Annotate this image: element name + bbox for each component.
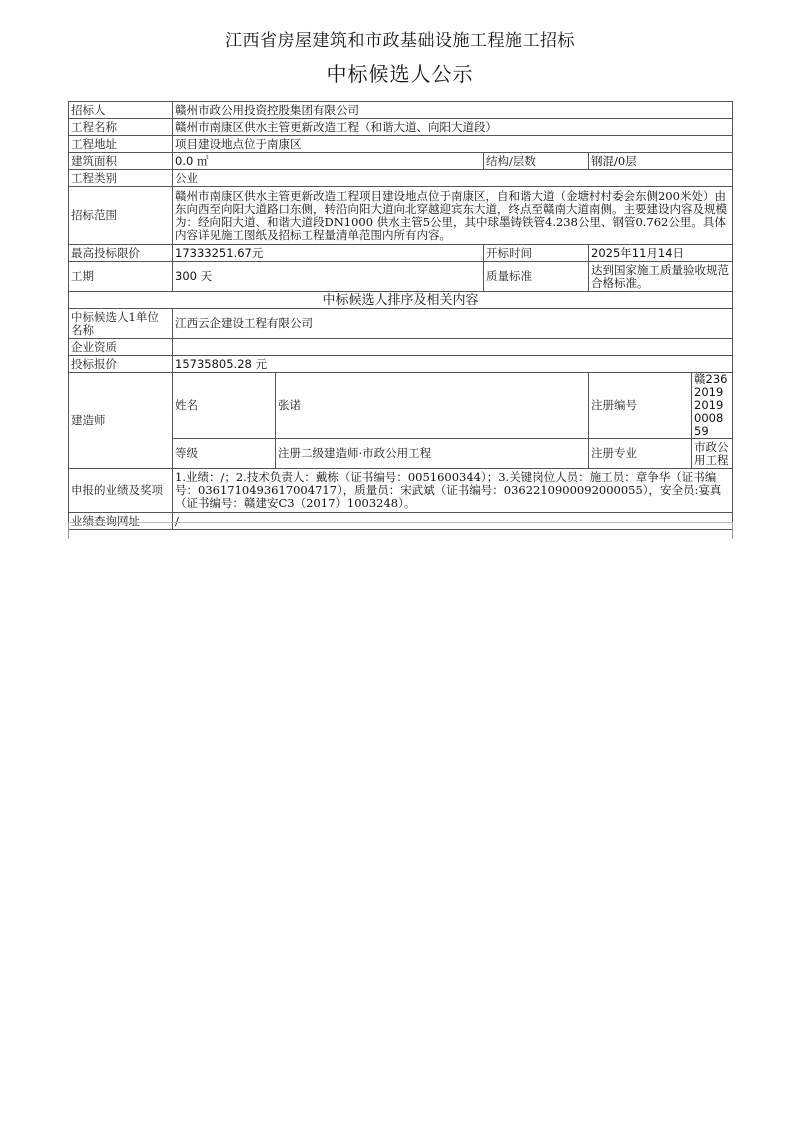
max-price-label: 最高投标限价 [69,245,173,262]
row-scope [69,187,733,245]
document-title: 江西省房屋建筑和市政基础设施工程施工招标 [225,31,575,51]
address-label: 工程地址 [69,136,173,153]
row-bid-price [69,356,733,373]
tenderer-value: 赣州市政公用投资控股集团有限公司 [173,102,733,119]
row-achievements [69,469,733,513]
category-label: 工程类别 [69,170,173,187]
query-url-value: / [173,513,733,530]
duration-label: 工期 [69,262,173,292]
tenderer-label: 招标人 [69,102,173,119]
builder-specialty-label: 注册专业 [589,439,692,469]
area-value: 0.0 ㎡ [173,153,484,170]
row-qualification [69,339,733,356]
notice-table [68,101,733,530]
bid-price-value: 15735805.28 元 [173,356,733,373]
candidate-unit-value: 江西云企建设工程有限公司 [173,309,733,339]
builder-reg-no-label: 注册编号 [589,373,692,439]
scope-value: 赣州市南康区供水主管更新改造工程项目建设地点位于南康区，自和谐大道（金塘村村委会东侧200米处）由东向西至向阳大道路口东侧，转沿向阳大道向北穿越迎宾东大道，终点至赣南大道南侧。主要建设内容及规模为：经向阳大道、和谐大道段DN1000 供水主管5公里，其中球墨铸铁管4.238公里、钢管0.762公里。具体内容详见施工图纸及招标工程量清单范围内所有内容。 [173,187,733,245]
row-duration [69,262,733,292]
area-label: 建筑面积 [69,153,173,170]
section-heading: 中标候选人排序及相关内容 [69,292,733,309]
row-address [69,136,733,153]
scope-label: 招标范围 [69,187,173,245]
row-tenderer [69,102,733,119]
builder-level-label: 等级 [173,439,276,469]
duration-value: 300 天 [173,262,484,292]
row-max-price [69,245,733,262]
row-category [69,170,733,187]
open-time-label: 开标时间 [484,245,589,262]
builder-specialty-value: 市政公用工程 [692,439,733,469]
query-url-label: 业绩查询网址 [69,513,173,530]
address-value: 项目建设地点位于南康区 [173,136,733,153]
row-section-heading [69,292,733,309]
max-price-value: 17333251.67元 [173,245,484,262]
document-subtitle: 中标候选人公示 [326,62,474,86]
open-time-value: 2025年11月14日 [589,245,733,262]
quality-value: 达到国家施工质量验收规范合格标准。 [589,262,733,292]
row-builder-name [69,373,733,439]
row-candidate-unit [69,309,733,339]
candidate-unit-label: 中标候选人1单位名称 [69,309,173,339]
builder-reg-no-value: 赣23620192019000859 [692,373,733,439]
builder-label: 建造师 [69,373,173,469]
category-value: 公业 [173,170,733,187]
project-name-label: 工程名称 [69,119,173,136]
bid-price-label: 投标报价 [69,356,173,373]
quality-label: 质量标准 [484,262,589,292]
qualification-label: 企业资质 [69,339,173,356]
project-name-value: 赣州市南康区供水主管更新改造工程（和谐大道、向阳大道段） [173,119,733,136]
achievements-value: 1.业绩：/；2.技术负责人：戴栋（证书编号：0051600344）；3.关键岗位人员：施工员：章争华（证书编号：0361710493617004717），质量员：宋武斌（证书编号：0362210900092000055），安全员:宴真（证书编号：赣建安C3（2017）1003248）。 [173,469,733,513]
structure-label: 结构/层数 [484,153,589,170]
builder-level-value: 注册二级建造师·市政公用工程 [276,439,589,469]
builder-name-value: 张诺 [276,373,589,439]
row-project-name [69,119,733,136]
qualification-value [173,339,733,356]
achievements-label: 申报的业绩及奖项 [69,469,173,513]
structure-value: 钢混/0层 [589,153,733,170]
builder-name-label: 姓名 [173,373,276,439]
table-tail-empty-row [68,522,733,539]
row-area [69,153,733,170]
